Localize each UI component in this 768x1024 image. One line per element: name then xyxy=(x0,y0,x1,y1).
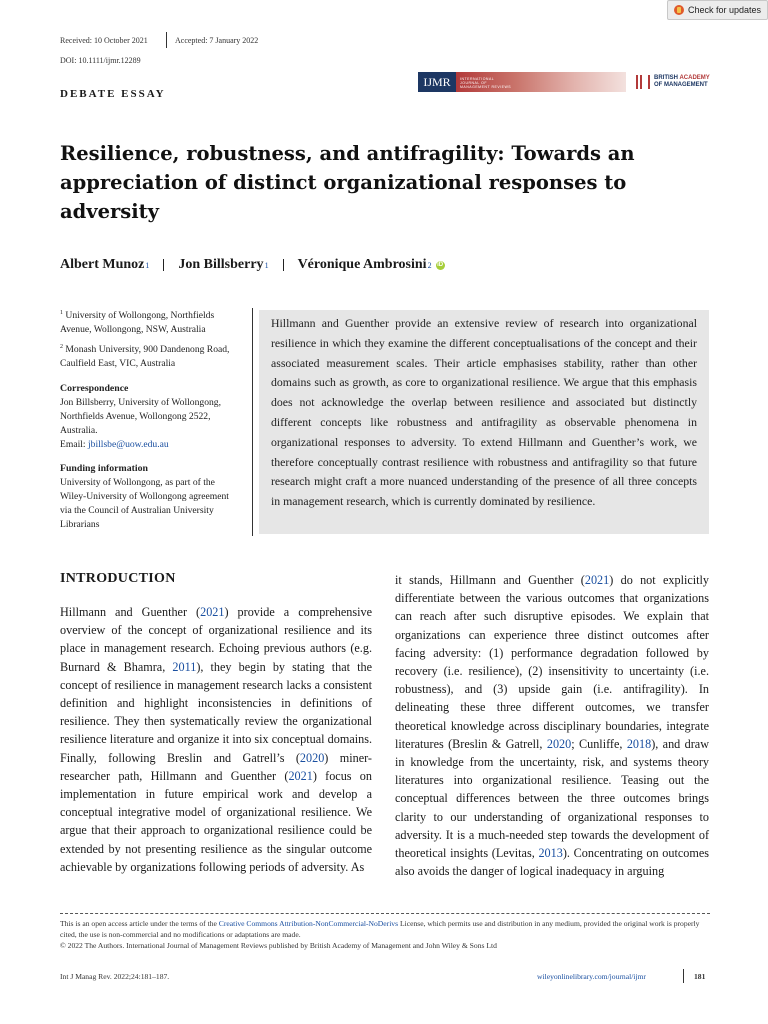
ijmr-logo-mark: IJMR xyxy=(418,72,456,92)
body-column-right xyxy=(395,571,709,880)
citation-link[interactable]: 2021 xyxy=(584,573,610,587)
citation-link[interactable]: 2021 xyxy=(200,605,225,619)
intro-paragraph: it stands, Hillmann and Guenther (2021) do not explicitly differentiate between the various outcomes that organizations can reach after such disruptive episodes. We explain that organizations can experience three distinct outcomes after facing adversity: (1) performance degradation followed by recovery (i.e. resilience), (2) insensitivity to uncertainty (i.e. robustness), and (3) upside gain (i.e. antifragility). In delineating these three different outcomes, we transfer theoretical knowledge across disciplinary boundaries, integrate literatures (Breslin & Gatrell, 2020; Cunliffe, 2018), and draw in knowledge from the uncertainty, risk, and systems theory literatures into organizational resilience. Teasing out the conceptual differences between the three outcomes brings clarity to our understanding of organizational responses to adversity. It is a much-needed step towards the development of theoretical insights (Levitas, 2013). Concentrating on outcomes also avoids the danger of logical inadequacy in arguing xyxy=(395,573,709,879)
bam-line-3: OF MANAGEMENT xyxy=(654,82,708,88)
footer-divider xyxy=(683,969,684,983)
received-date: Received: 10 October 2021 xyxy=(60,36,148,45)
bam-logo xyxy=(636,75,710,89)
article-type: DEBATE ESSAY xyxy=(60,88,166,100)
author-name[interactable]: Jon Billsberry xyxy=(178,257,264,272)
title-line-1: Resilience, robustness, and antifragility: Towards an xyxy=(60,142,635,165)
citation-link[interactable]: 2011 xyxy=(172,659,197,674)
author-divider xyxy=(283,259,284,271)
crossmark-icon xyxy=(674,5,684,15)
doi: DOI: 10.1111/ijmr.12289 xyxy=(60,56,141,65)
ijmr-subtitle-2: JOURNAL OF xyxy=(460,81,488,85)
citation-link[interactable]: 2020 xyxy=(546,736,572,751)
footnote-rule xyxy=(60,913,710,914)
citation-link[interactable]: 2013 xyxy=(538,846,563,861)
sidebar-divider xyxy=(252,308,253,536)
author-affiliation: 1 xyxy=(264,260,269,270)
check-for-updates-label: Check for updates xyxy=(687,5,761,15)
copyright-line: © 2022 The Authors. International Journal of Management Reviews published by British Academy of Management and John Wiley & Sons Ltd xyxy=(60,941,497,950)
email-link[interactable]: jbillsbe@uow.edu.au xyxy=(87,439,169,451)
journal-url-link[interactable]: wileyonlinelibrary.com/journal/ijmr xyxy=(537,972,646,981)
bam-line-2: ACADEMY xyxy=(679,75,710,81)
citation-link[interactable]: 2018 xyxy=(626,736,652,751)
bam-logo-mark xyxy=(636,75,650,89)
author-name[interactable]: Véronique Ambrosini xyxy=(297,257,427,272)
article-sidebar xyxy=(60,306,240,532)
author-name[interactable]: Albert Munoz xyxy=(60,257,145,272)
accepted-date: Accepted: 7 January 2022 xyxy=(175,36,259,45)
title-line-3: adversity xyxy=(60,200,160,223)
author-list xyxy=(60,257,445,273)
page-number: 181 xyxy=(694,972,706,981)
license-note: This is an open access article under the terms of the Creative Commons Attribution-NonCommercial-NoDerivs License, which permits use and distribution in any medium, provided the original work is properly cited, the use is non-commercial and no modifications or adaptations are made. © 2022 The Authors. International Journal of Management Reviews published by British Academy of Management and John Wiley & Sons Ltd xyxy=(60,918,710,951)
funding-heading: Funding information xyxy=(60,463,148,475)
body-column-left xyxy=(60,603,372,876)
correspondence-email: Email: jbillsbe@uow.edu.au xyxy=(60,439,169,451)
journal-citation: Int J Manag Rev. 2022;24:181–187. xyxy=(60,972,170,981)
header-divider xyxy=(166,32,167,48)
correspondence-text: Jon Billsberry, University of Wollongong, Northfields Avenue, Wollongong 2522, Australia. xyxy=(60,397,221,437)
license-link[interactable]: Creative Commons Attribution-NonCommercial-NoDerivs xyxy=(218,919,399,928)
title-line-2: appreciation of distinct organizational responses to xyxy=(60,171,627,194)
ijmr-subtitle-1: INTERNATIONAL xyxy=(460,77,495,81)
citation-link[interactable]: 2021 xyxy=(288,768,313,783)
journal-url xyxy=(537,972,646,981)
bam-line-1: BRITISH xyxy=(654,75,678,81)
author-divider xyxy=(163,259,164,271)
affiliation-2: $^2$ Monash University, 900 Dandenong Road, Caulfield East, VIC, Australia xyxy=(60,344,230,370)
orcid-icon[interactable]: iD xyxy=(437,261,444,268)
check-for-updates-button[interactable] xyxy=(667,0,768,20)
section-heading: INTRODUCTION xyxy=(60,571,176,586)
article-title xyxy=(60,139,710,226)
citation-link[interactable]: 2020 xyxy=(299,750,325,765)
affiliation-1: $^1$ University of Wollongong, Northfields Avenue, Wollongong, NSW, Australia xyxy=(60,310,215,336)
intro-paragraph: Hillmann and Guenther (2021) provide a comprehensive overview of the concept of organizational resilience and its place in management research. Echoing previous authors (e.g. Burnard & Bhamra, 2011), they begin by stating that the concept of resilience in management research lacks a consistent definition and highlight inconsistencies in definitions of resilience. They then systematically review the organizational resilience literature and organize it into six conceptual domains. Finally, following Breslin and Gatrell’s (2020) miner-researcher path, Hillmann and Guenther (2021) focus on implementation in future empirical work and develop a conceptual integrative model of organizational resilience. We argue that their approach to organizational resilience could be extended by not presenting resilience as the singular outcome achievable by organizations following periods of adversity. As xyxy=(60,605,373,874)
correspondence-heading: Correspondence xyxy=(60,383,129,395)
ijmr-subtitle-3: MANAGEMENT REVIEWS xyxy=(460,85,512,89)
author-affiliation: 2 xyxy=(427,260,432,270)
abstract: Hillmann and Guenther provide an extensive review of research into organizational resilience in which they examine the different conceptualisations of the concept and their associated measurement scales. Their article emphasises stability, rather than other domains such as growth, as core to organizational resilience. We argue that this emphasis does not acknowledge the overlap between resilience and associated but distinctly different concepts like robustness and antifragility as observable phenomena in organizational responses to adversity. To extend Hillmann and Guenther’s work, we therefore conceptually contrast resilience with robustness and antifragility so that future research might craft a more nuanced understanding of the presence of all three concepts in management research, which is currently dominated by resilience. xyxy=(259,310,709,534)
ijmr-logo-banner xyxy=(456,72,626,92)
funding-text: University of Wollongong, as part of the Wiley-University of Wollongong agreement via the Council of Australian University Librarians xyxy=(60,477,229,531)
author-affiliation: 1 xyxy=(145,260,150,270)
journal-logo xyxy=(418,72,626,92)
